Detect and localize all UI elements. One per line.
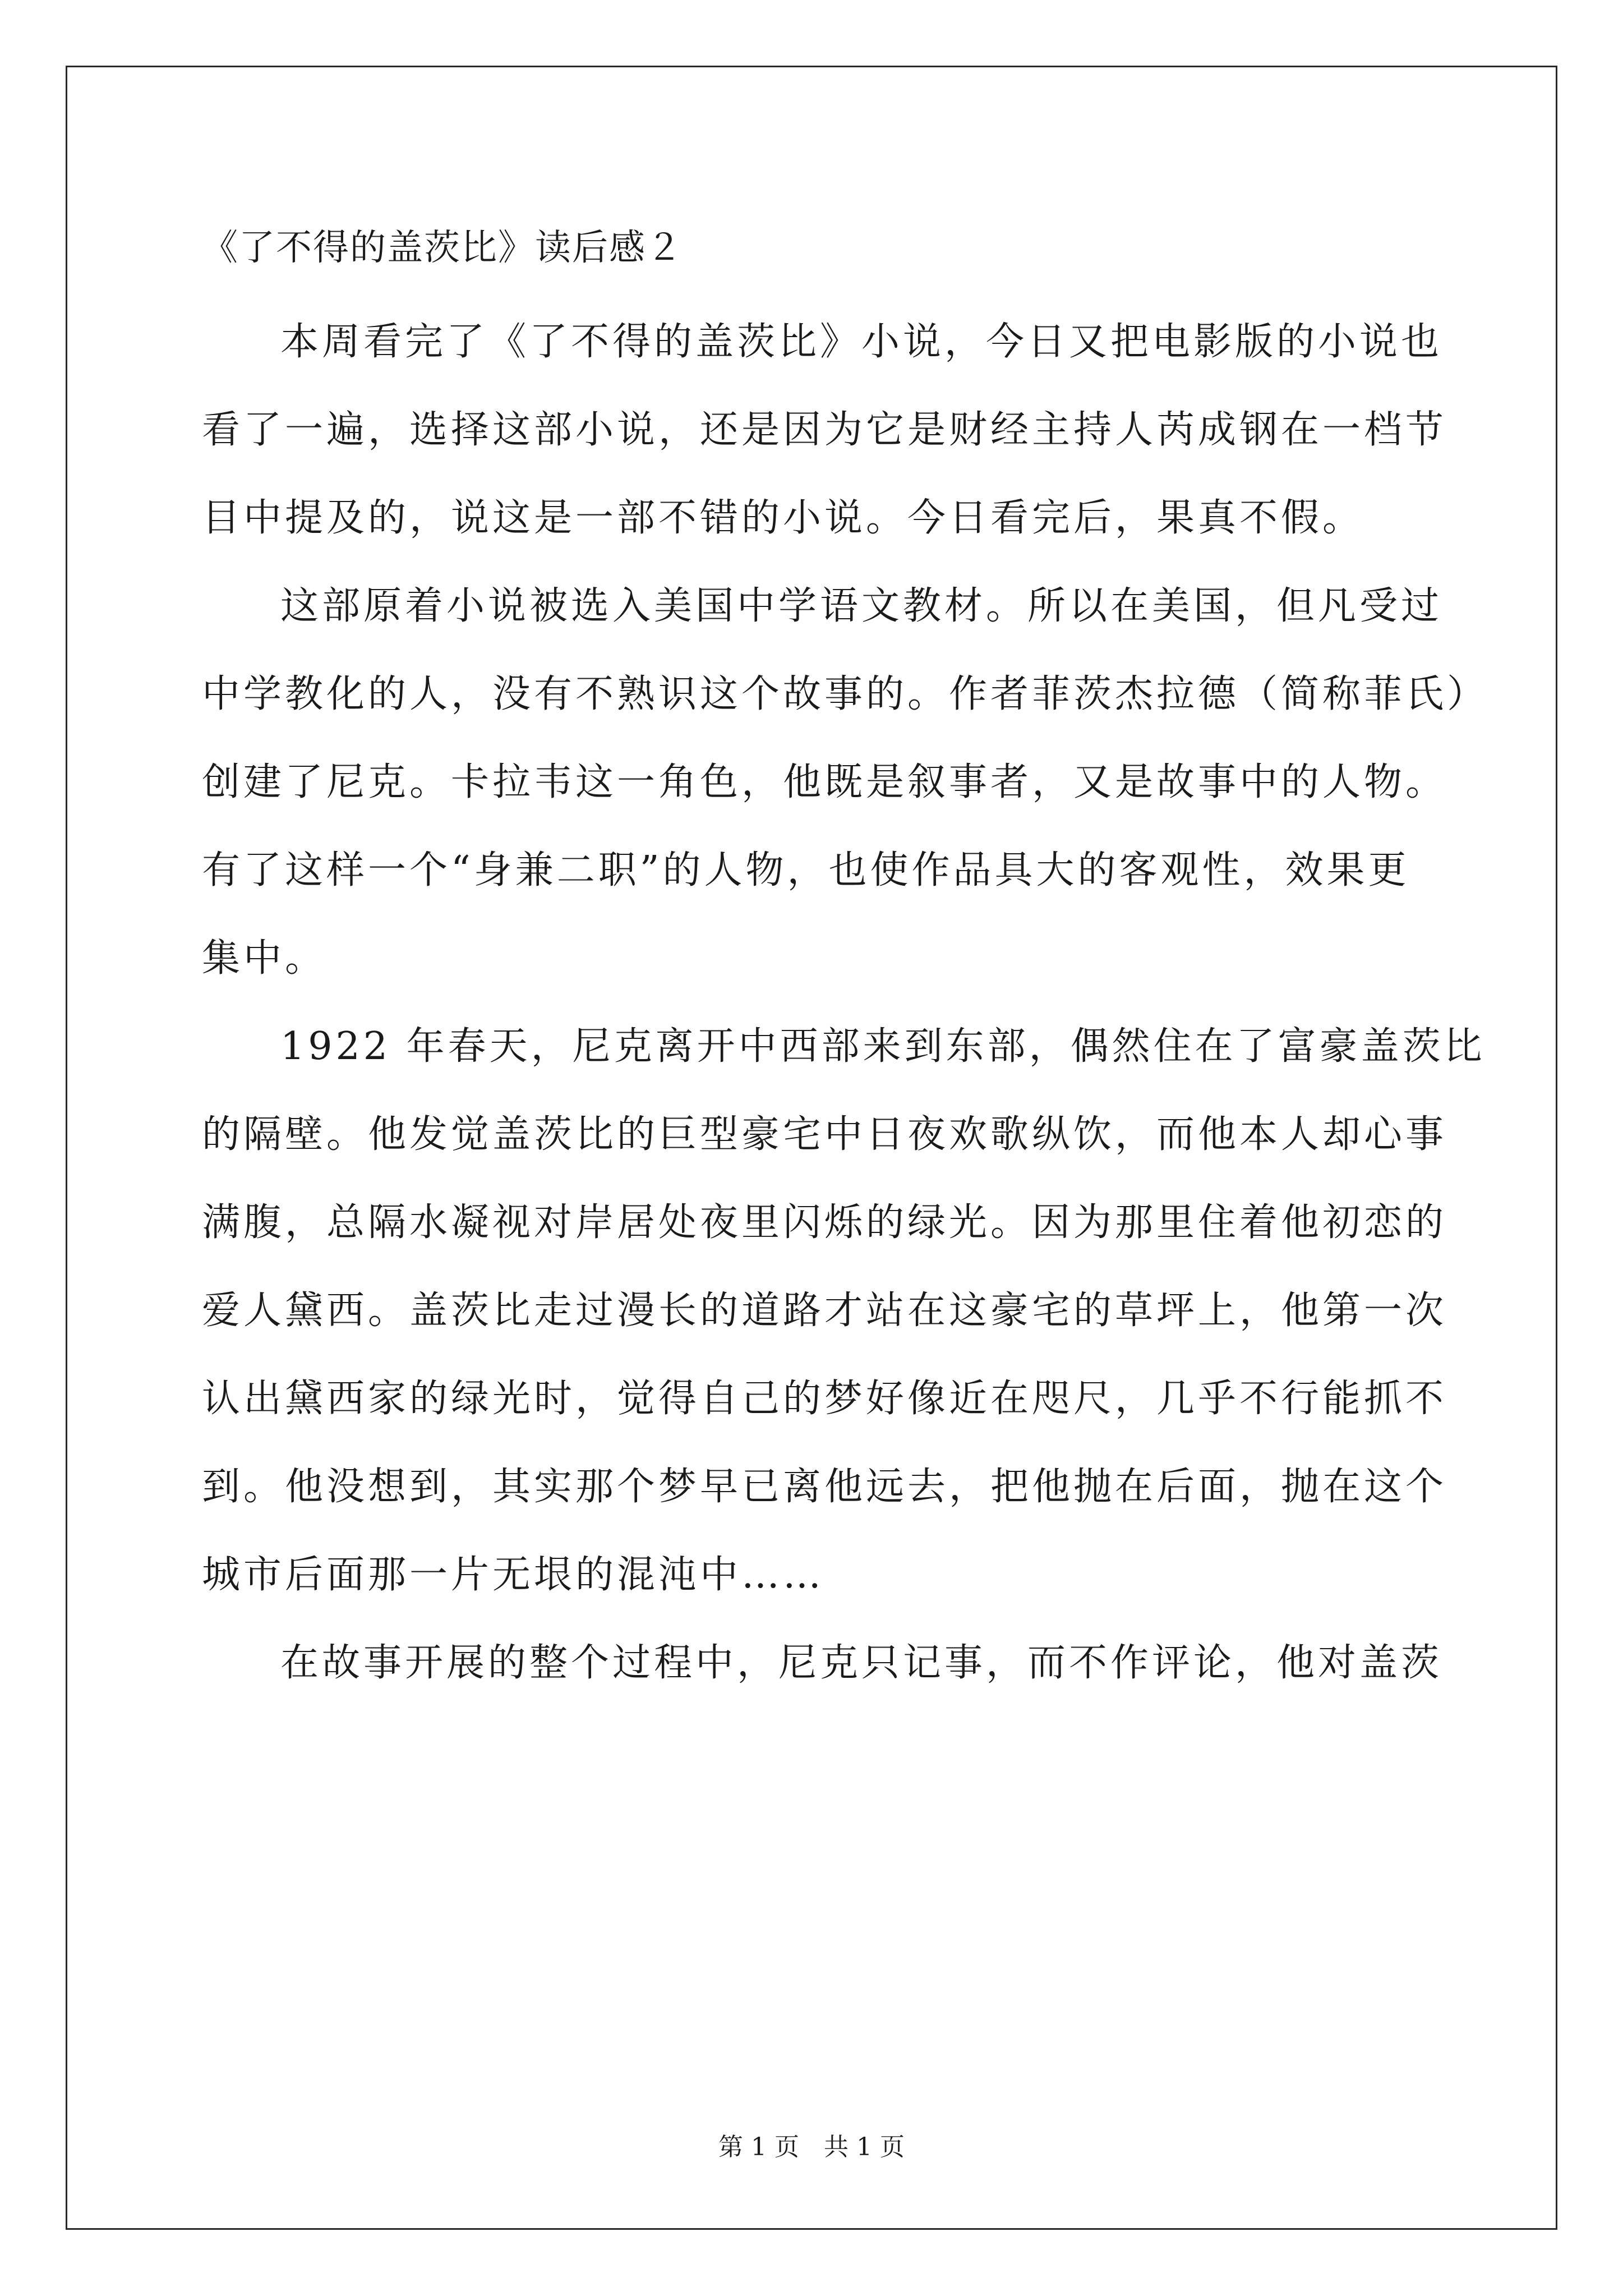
document-body [202, 314, 1489, 1723]
text-line: 看了一遍，选择这部小说，还是因为它是财经主持人芮成钢在一档节 [202, 408, 1447, 452]
text-line: 在故事开展的整个过程中，尼克只记事，而不作评论，他对盖茨 [280, 1641, 1443, 1685]
document-title: 《了不得的盖茨比》读后感２ [202, 227, 683, 269]
text-line: 满腹，总隔水凝视对岸居处夜里闪烁的绿光。因为那里住着他初恋的 [202, 1200, 1447, 1245]
text-line: 这部原着小说被选入美国中学语文教材。所以在美国，但凡受过 [280, 584, 1443, 628]
text-line: 的隔壁。他发觉盖茨比的巨型豪宅中日夜欢歌纵饮，而他本人却心事 [202, 1112, 1447, 1157]
text-line: 到。他没想到，其实那个梦早已离他远去，把他抛在后面，抛在这个 [202, 1465, 1447, 1509]
text-line: 认出黛西家的绿光时，觉得自己的梦好像近在咫尺，几乎不行能抓不 [202, 1377, 1447, 1421]
text-line: 有了这样一个“身兼二职”的人物，也使作品具大的客观性，效果更 [202, 848, 1410, 892]
text-line: 中学教化的人，没有不熟识这个故事的。作者菲茨杰拉德（简称菲氏） [202, 672, 1489, 716]
text-line: 集中。 [202, 936, 327, 981]
text-line: 爱人黛西。盖茨比走过漫长的道路才站在这豪宅的草坪上，他第一次 [202, 1289, 1447, 1333]
text-line: 城市后面那一片无垠的混沌中…… [202, 1553, 825, 1597]
text-line: 本周看完了《了不得的盖茨比》小说，今日又把电影版的小说也 [280, 320, 1443, 364]
page-number-footer: 第 1 页 共 1 页 [718, 2133, 905, 2161]
text-line: 1922 年春天，尼克离开中西部来到东部，偶然住在了富豪盖茨比 [280, 1024, 1486, 1069]
text-line: 目中提及的，说这是一部不错的小说。今日看完后，果真不假。 [202, 496, 1364, 540]
text-line: 创建了尼克。卡拉韦这一角色，他既是叙事者，又是故事中的人物。 [202, 760, 1447, 804]
